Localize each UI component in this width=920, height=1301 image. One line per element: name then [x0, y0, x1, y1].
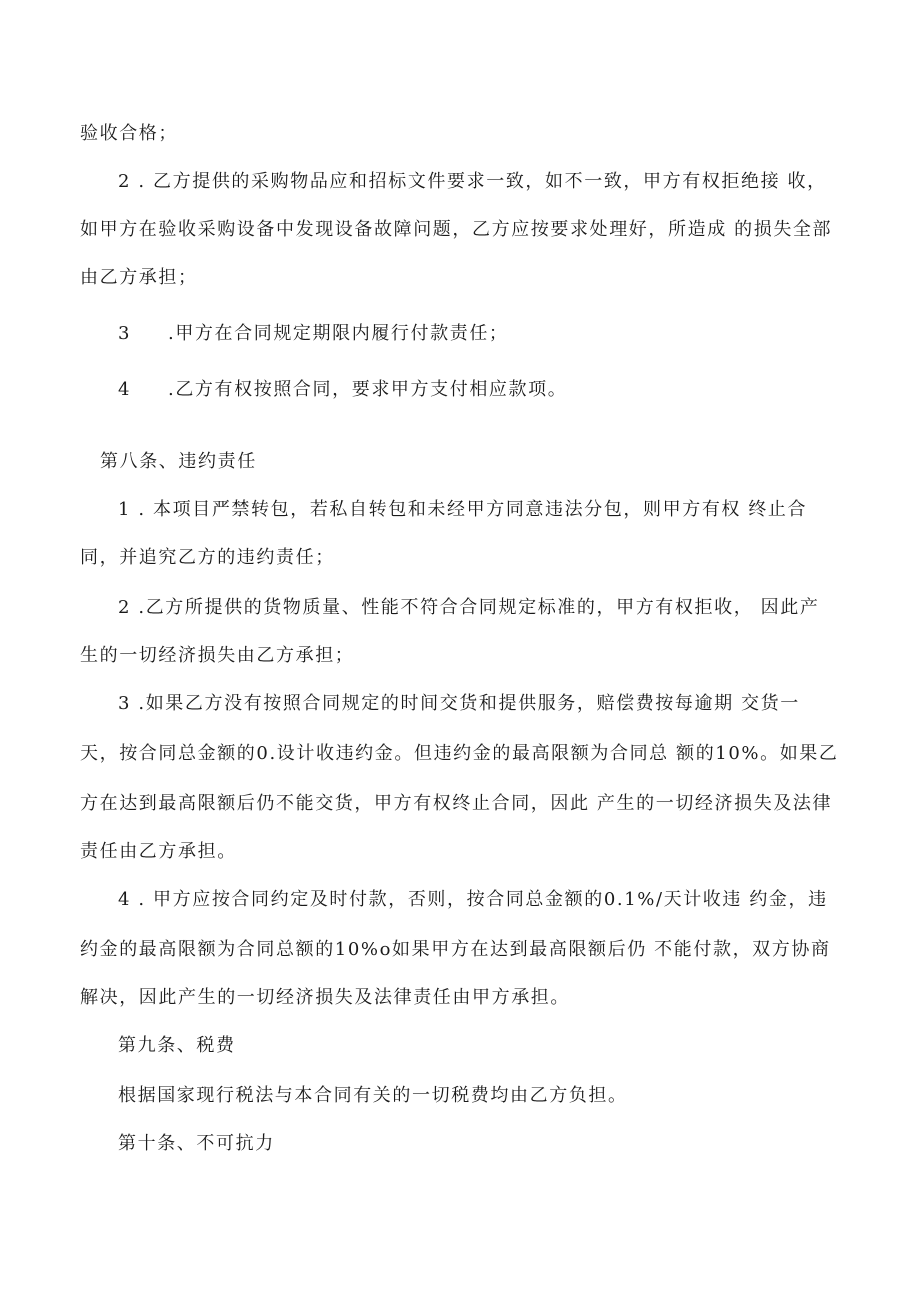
clause-8-item-1: 1 . 本项目严禁转包，若私自转包和未经甲方同意违法分包，则甲方有权 终止合 [118, 499, 808, 520]
text-line: 约金的最高限额为合同总额的10%o如果甲方在达到最高限额后仍 不能付款，双方协商 [80, 939, 831, 960]
text-line: 解决，因此产生的一切经济损失及法律责任由甲方承担。 [80, 987, 570, 1008]
text-line: 责任由乙方承担。 [80, 841, 237, 862]
clause-7-item-3 [118, 322, 509, 346]
section-heading-9: 第九条、税费 [118, 1035, 236, 1056]
text-line: 验收合格； [80, 123, 178, 144]
text-line: 如甲方在验收采购设备中发现设备故障问题，乙方应按要求处理好，所造成 的损失全部 [80, 219, 833, 240]
clause-8-item-3: 3 .如果乙方没有按照合同规定的时间交货和提供服务，赔偿费按每逾期 交货一 [118, 693, 800, 714]
text-line: 同，并追究乙方的违约责任； [80, 547, 335, 568]
item-number: 4 [118, 379, 132, 400]
clause-7-item-4 [118, 378, 567, 402]
section-heading-8: 第八条、违约责任 [100, 451, 257, 472]
item-number: 3 [118, 323, 132, 344]
clause-8-item-4: 4 . 甲方应按合同约定及时付款，否则，按合同总金额的0.1%/天计收违 约金，违 [118, 889, 828, 910]
text-line: 生的一切经济损失由乙方承担； [80, 645, 355, 666]
item-text: .乙方有权按照合同，要求甲方支付相应款项。 [168, 379, 568, 400]
clause-8-item-2: 2 .乙方所提供的货物质量、性能不符合合同规定标准的，甲方有权拒收， 因此产 [118, 597, 820, 618]
text-line: 方在达到最高限额后仍不能交货，甲方有权终止合同，因此 产生的一切经济损失及法律 [80, 793, 833, 814]
text-line: 由乙方承担； [80, 267, 198, 288]
text-line: 天，按合同总金额的0.设计收违约金。但违约金的最高限额为合同总 额的10%。如果乙 [80, 743, 839, 764]
item-text: .甲方在合同规定期限内履行付款责任； [168, 323, 509, 344]
clause-7-item-2: 2 . 乙方提供的采购物品应和招标文件要求一致，如不一致，甲方有权拒绝接 收， [118, 171, 827, 192]
section-heading-10: 第十条、不可抗力 [118, 1133, 275, 1154]
clause-9-text: 根据国家现行税法与本合同有关的一切税费均由乙方负担。 [118, 1085, 628, 1106]
